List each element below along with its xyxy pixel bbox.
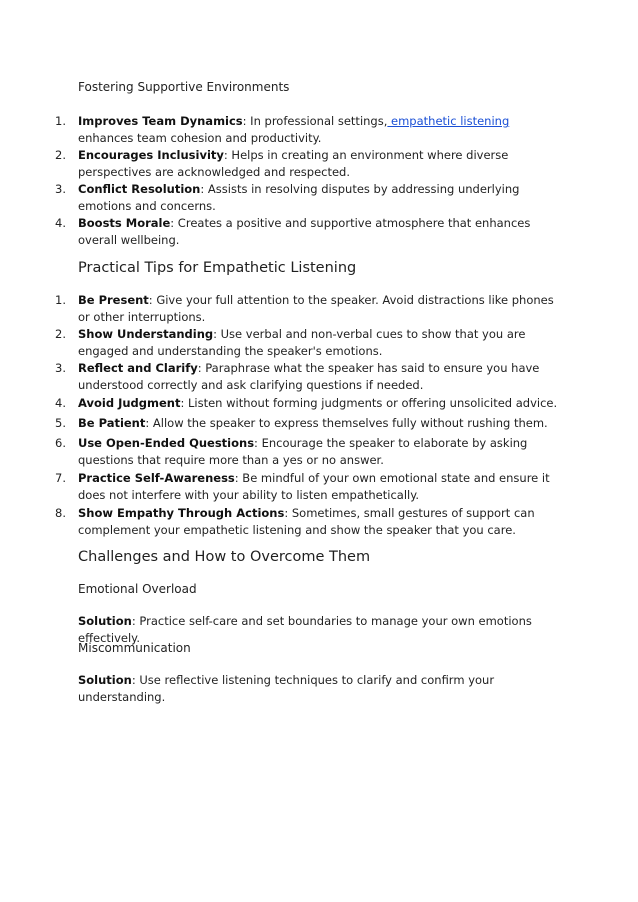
list-number: 7.	[55, 471, 66, 485]
list-desc-post: enhances team cohesion and productivity.	[78, 131, 322, 145]
list-desc: : Allow the speaker to express themselves fully without rushing them.	[145, 416, 548, 430]
list-number: 5.	[55, 416, 66, 430]
list-desc: : Give your full attention to the speaker. Avoid distractions like phones or other interruptions.	[78, 293, 554, 324]
list-number: 3.	[55, 361, 66, 375]
list-text	[78, 360, 558, 394]
list-term: Show Empathy Through Actions	[78, 506, 285, 520]
list-term: Improves Team Dynamics	[78, 114, 243, 128]
list-text	[78, 395, 558, 412]
list-number: 4.	[55, 216, 66, 230]
solution-label: Solution	[78, 614, 132, 628]
solution-label: Solution	[78, 673, 132, 687]
list-text	[78, 435, 558, 469]
list-term: Boosts Morale	[78, 216, 171, 230]
list-text	[78, 415, 558, 432]
list-term: Encourages Inclusivity	[78, 148, 224, 162]
list-number: 1.	[55, 293, 66, 307]
list-desc: : Sometimes, small gestures of support can complement your empathetic listening and show the speaker that you care.	[78, 506, 535, 537]
solution-text: : Practice self-care and set boundaries to manage your own emotions effectively.	[78, 614, 532, 645]
list-text	[78, 326, 558, 360]
list-term: Reflect and Clarify	[78, 361, 198, 375]
list-desc: : Be mindful of your own emotional state and ensure it does not interfere with your ability to listen empathetically.	[78, 471, 550, 502]
section-title-challenges: Challenges and How to Overcome Them	[78, 549, 371, 565]
list-number: 2.	[55, 148, 66, 162]
list-number: 8.	[55, 506, 66, 520]
list-term: Be Present	[78, 293, 149, 307]
section-title-practical-tips: Practical Tips for Empathetic Listening	[78, 260, 357, 276]
challenge-name: Emotional Overload	[78, 582, 197, 596]
list-text	[78, 505, 558, 539]
list-text	[78, 113, 558, 147]
list-term: Use Open-Ended Questions	[78, 436, 255, 450]
list-desc: : Creates a positive and supportive atmosphere that enhances overall wellbeing.	[78, 216, 531, 247]
list-text	[78, 215, 558, 249]
list-desc: : Listen without forming judgments or offering unsolicited advice.	[180, 396, 558, 410]
list-desc: : Paraphrase what the speaker has said to ensure you have understood correctly and ask clarifying questions if needed.	[78, 361, 540, 392]
list-desc: : Encourage the speaker to elaborate by asking questions that require more than a yes or no answer.	[78, 436, 528, 467]
list-desc: : Use verbal and non-verbal cues to show that you are engaged and understanding the speaker's emotions.	[78, 327, 526, 358]
challenge-name: Miscommunication	[78, 641, 191, 655]
list-desc-pre: : In professional settings,	[242, 114, 388, 128]
list-term: Conflict Resolution	[78, 182, 201, 196]
list-text	[78, 292, 558, 326]
list-text	[78, 147, 558, 181]
list-term: Practice Self-Awareness	[78, 471, 235, 485]
solution-paragraph	[78, 672, 578, 706]
list-number: 3.	[55, 182, 66, 196]
empathetic-listening-link[interactable]: empathetic listening	[387, 114, 510, 128]
list-number: 6.	[55, 436, 66, 450]
list-term: Show Understanding	[78, 327, 214, 341]
list-number: 2.	[55, 327, 66, 341]
solution-text: : Use reflective listening techniques to clarify and confirm your understanding.	[78, 673, 495, 704]
list-text	[78, 181, 558, 215]
list-desc: : Assists in resolving disputes by addressing underlying emotions and concerns.	[78, 182, 520, 213]
list-text	[78, 470, 558, 504]
section-title-supportive-environments: Fostering Supportive Environments	[78, 80, 290, 94]
list-term: Avoid Judgment	[78, 396, 181, 410]
list-number: 4.	[55, 396, 66, 410]
list-term: Be Patient	[78, 416, 146, 430]
list-desc: : Helps in creating an environment where diverse perspectives are acknowledged and respected.	[78, 148, 509, 179]
list-number: 1.	[55, 114, 66, 128]
